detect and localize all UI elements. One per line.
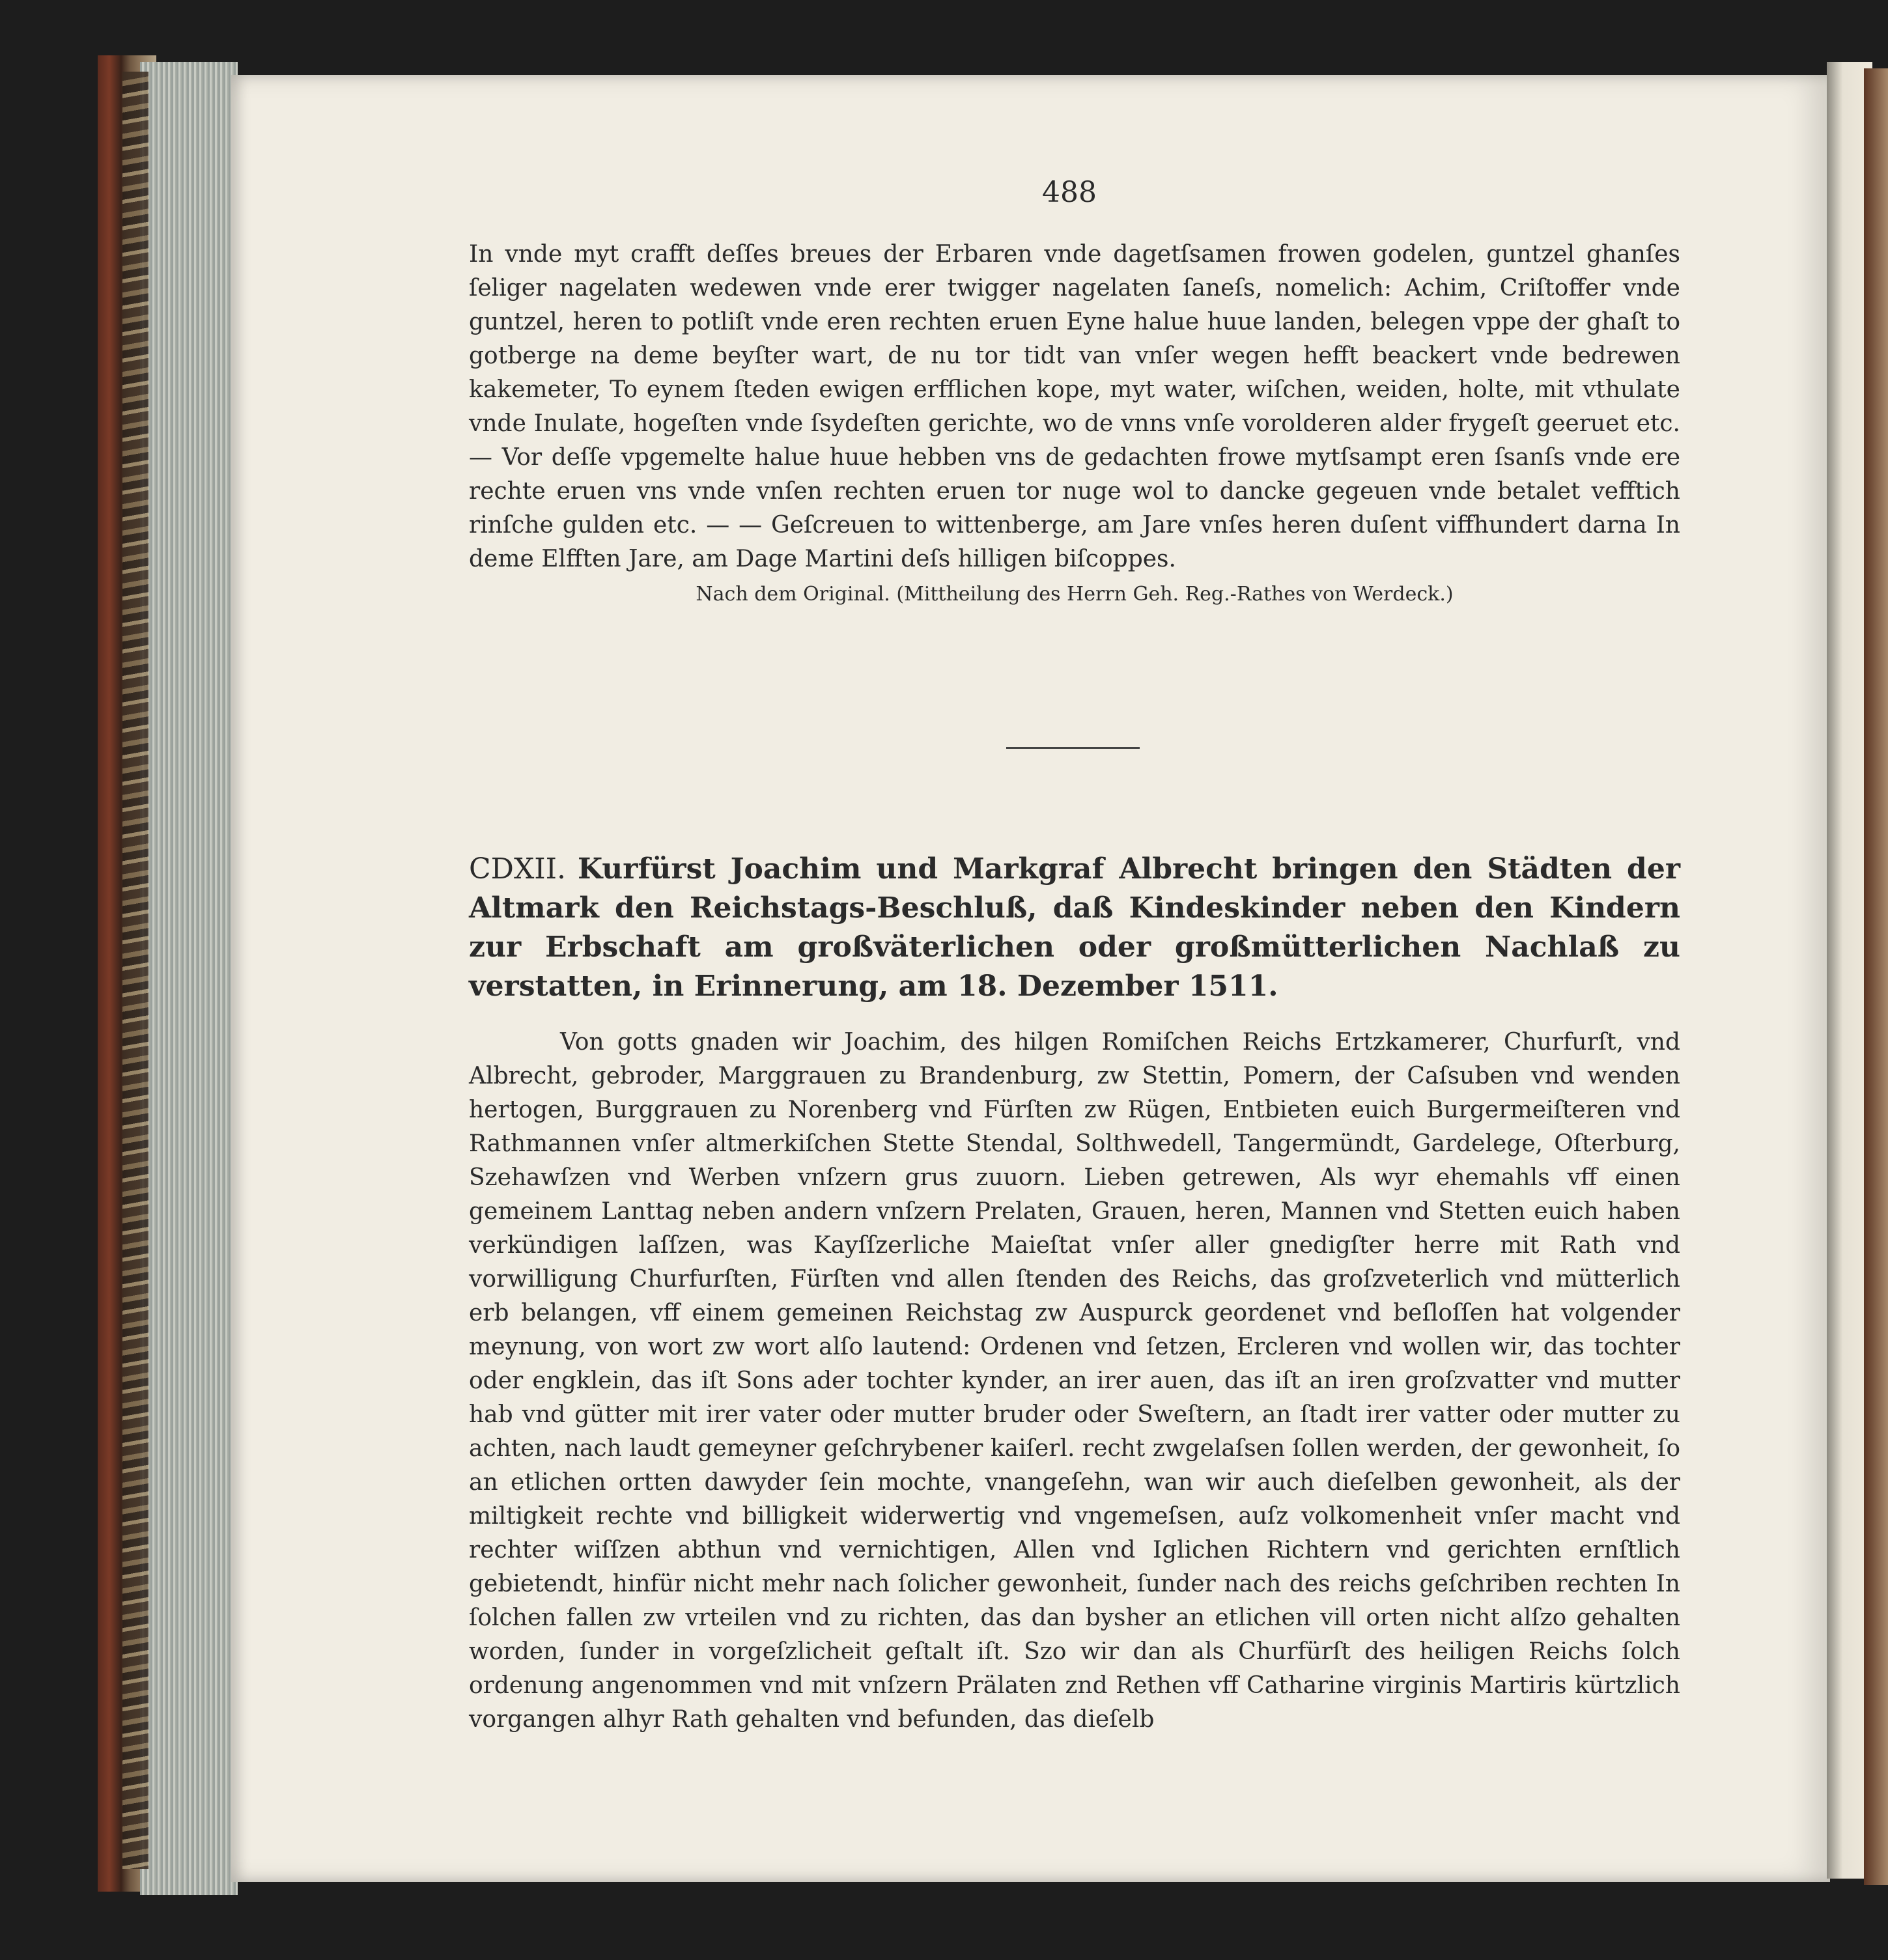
first-document xyxy=(469,238,1680,609)
document-title: Kurfürst Joachim und Markgraf Albrecht bringen den Städten der Altmark den Reichstags-Beschluß, daß Kindeskinder neben den Kindern zur Erbschaft am großväterlichen oder großmütterlichen Nachlaß zu verstatten, in Erinnerung, am 18. Dezember 1511. xyxy=(469,852,1680,1003)
page-edges xyxy=(140,62,238,1895)
facing-binding xyxy=(1864,68,1888,1885)
marbled-edge xyxy=(122,72,148,1869)
source-note: Nach dem Original. (Mittheilung des Herrn Geh. Reg.-Rathes von Werdeck.) xyxy=(696,583,1454,606)
second-document xyxy=(469,850,1680,1737)
document-number: CDXII. xyxy=(469,852,567,886)
document-heading xyxy=(469,850,1680,1006)
page-number: 488 xyxy=(1042,176,1097,209)
first-document-text: In vnde myt crafft deſſes breues der Erbaren vnde dagetſsamen frowen godelen, guntzel ghanſes ſeliger nagelaten wedewen vnde erer twigger nagelaten ſaneſs, nomelich: Achim, Criſtoffer vnde guntzel, heren to potliſt vnde eren rechten eruen Eyne halue huue landen, belegen vppe der ghaſt to gotberge na deme beyſter wart, de nu tor tidt van vnſer wegen hefft beackert vnde bedrewen kakemeter, To eynem ſteden ewigen erfflichen kope, myt water, wiſchen, weiden, holte, mit vthulate vnde Inulate, hogeſten vnde ſsydeſten gerichte, wo de vnns vnſe vorolderen alder frygeſt geeruet etc. — Vor deſſe vpgemelte halue huue hebben vns de gedachten frowe mytſsampt eren ſsanſs vnde ere rechte eruen vns vnde vnſen rechten eruen tor nuge wol to dancke gegeuen vnde betalet vefftich rinſche gulden etc. — — Geſcreuen to wittenberge, am Jare vnſes heren duſent viffhundert darna In deme Elfften Jare, am Dage Martini deſs hilligen biſcoppes. xyxy=(469,241,1680,572)
section-divider xyxy=(1006,747,1140,749)
second-document-text: Von gotts gnaden wir Joachim, des hilgen Romiſchen Reichs Ertzkamerer, Churfurſt, vnd Albrecht, gebroder, Marggrauen zu Brandenburg, zw Stettin, Pomern, der Caſsuben vnd wenden hertogen, Burggrauen zu Norenberg vnd Fürſten zw Rügen, Entbieten euich Burgermeiſteren vnd Rathmannen vnſer altmerkiſchen Stette Stendal, Solthwedell, Tangermündt, Gardelege, Oſterburg, Szehawſzen vnd Werben vnſzern grus zuuorn. Lieben getrewen, Als wyr ehemahls vff einen gemeinem Lanttag neben andern vnſzern Prelaten, Grauen, heren, Mannen vnd Stetten euich haben verkündigen laſſzen, was Kayſſzerliche Maieſtat vnſer aller gnedigſter herre mit Rath vnd vorwilligung Churfurſten, Fürſten vnd allen ſtenden des Reichs, das groſzveterlich vnd mütterlich erb belangen, vff einem gemeinen Reichstag zw Auspurck geordenet vnd beſloſſen hat volgender meynung, von wort zw wort alſo lautend: Ordenen vnd ſetzen, Ercleren vnd wollen wir, das tochter oder engklein, das iſt Sons ader tochter kynder, an irer auen, das iſt an iren groſzvatter vnd mutter hab vnd gütter mit irer vater oder mutter bruder oder Sweſtern, an ſtadt irer vatter oder mutter zu achten, nach laudt gemeyner geſchrybener kaiſerl. recht zwgelaſsen ſollen werden, der gewonheit, ſo an etlichen ortten dawyder ſein mochte, vnangeſehn, wan wir auch dieſelben gewonheit, als der miltigkeit rechte vnd billigkeit widerwertig vnd vngemeſsen, auſz volkomenheit vnſer macht vnd rechter wiſſzen abthun vnd vernichtigen, Allen vnd Iglichen Richtern vnd gerichten ernſtlich gebietendt, hinfür nicht mehr nach ſolicher gewonheit, ſunder nach des reichs geſchriben rechten In ſolchen fallen zw vrteilen vnd zu richten, das dan bysher an etlichen vill orten nicht alſzo gehalten worden, ſunder in vorgeſzlicheit geſtalt iſt. Szo wir dan als Churfürſt des heiligen Reichs ſolch ordenung angenommen vnd mit vnſzern Prälaten znd Rethen vff Catharine virginis Martiris kürtzlich vorgangen alhyr Rath gehalten vnd befunden, das dieſelb xyxy=(469,1029,1680,1733)
